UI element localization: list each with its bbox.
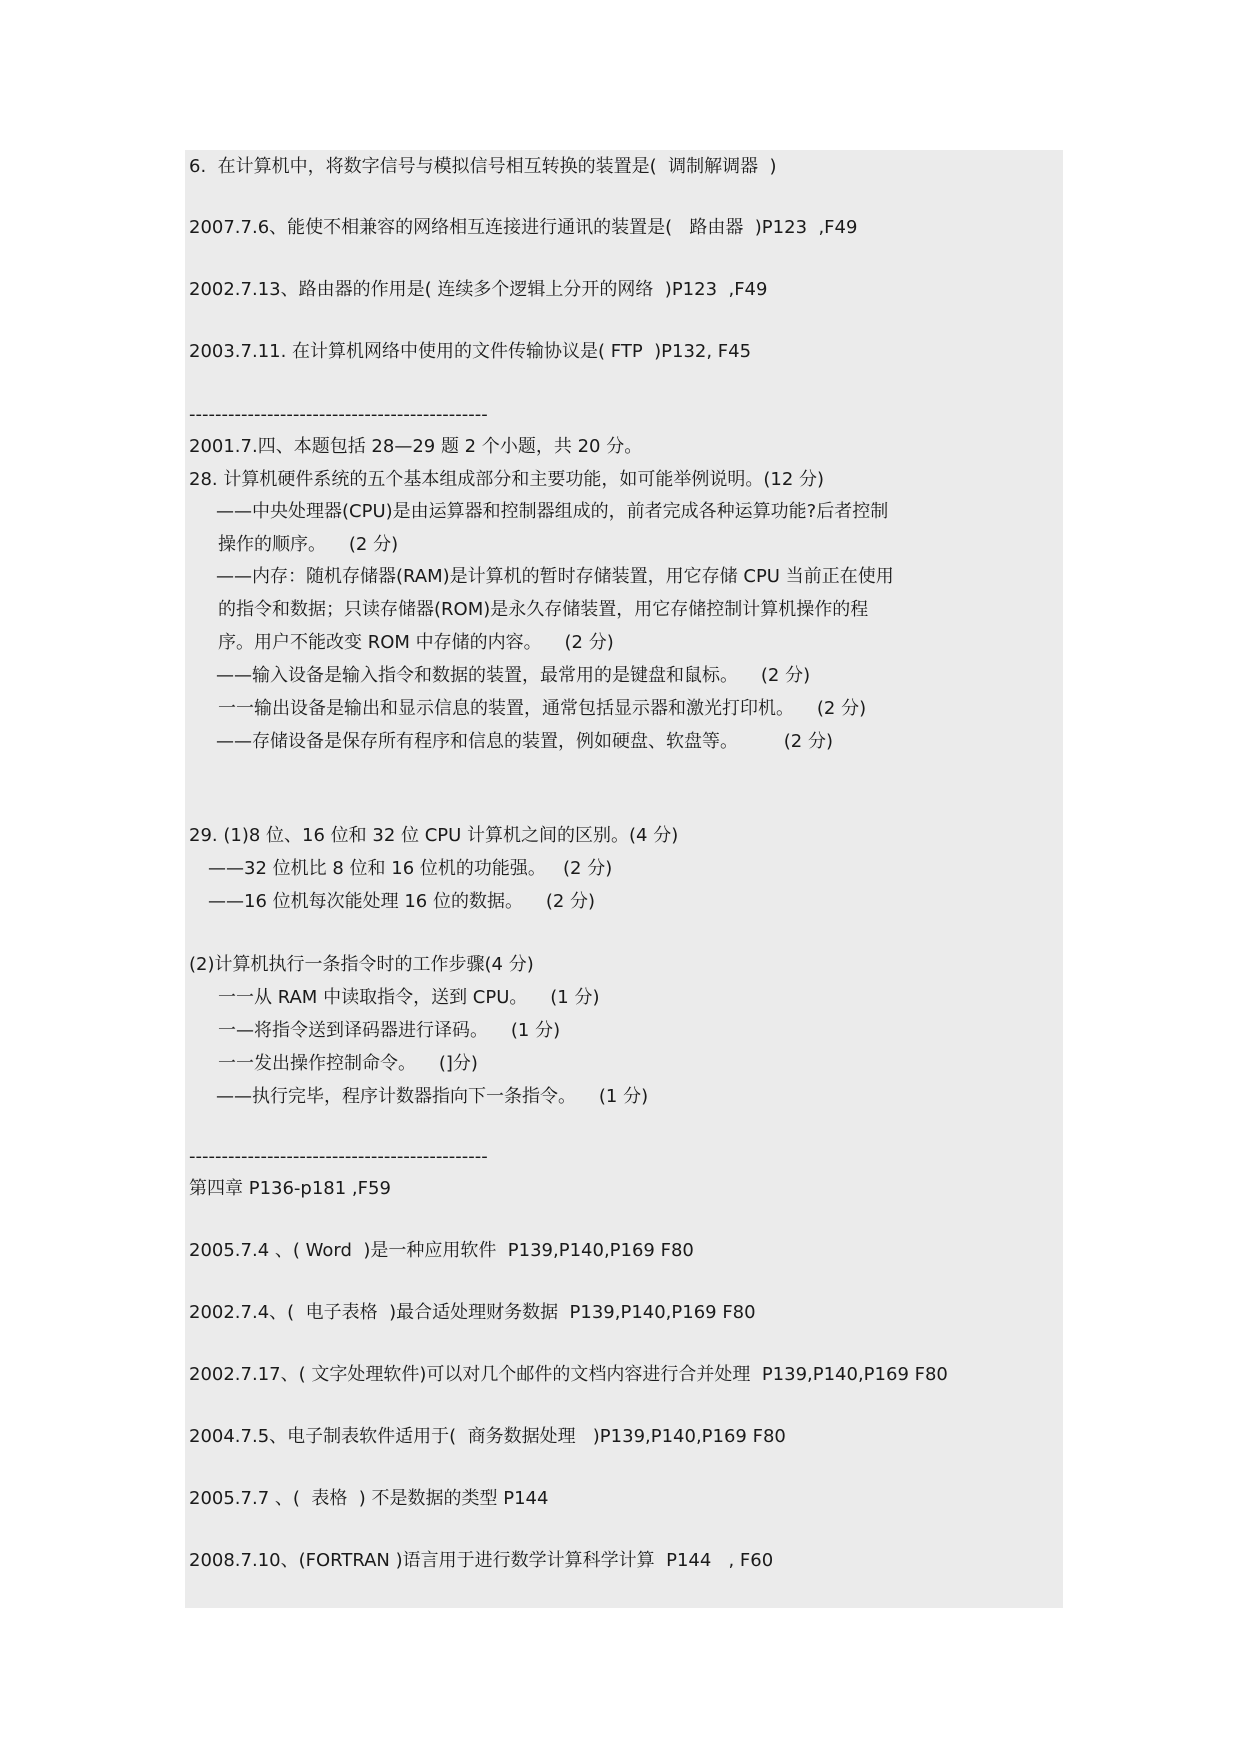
question-line: 2003.7.11. 在计算机网络中使用的文件传输协议是( FTP )P132, F45 bbox=[189, 341, 752, 362]
answer-line: 一一从 RAM 中读取指令，送到 CPU。 (1 分) bbox=[218, 987, 600, 1008]
answer-line: 的指令和数据；只读存储器(ROM)是永久存储装置，用它存储控制计算机操作的程 bbox=[218, 599, 869, 620]
answer-line: ——内存：随机存储器(RAM)是计算机的暂时存储装置，用它存储 CPU 当前正在使用 bbox=[216, 566, 894, 587]
section-heading: 2001.7.四、本题包括 28—29 题 2 个小题，共 20 分。 bbox=[189, 436, 643, 457]
answer-line: ——16 位机每次能处理 16 位的数据。 (2 分) bbox=[208, 891, 596, 912]
question-line: 6. 在计算机中，将数字信号与模拟信号相互转换的装置是( 调制解调器 ) bbox=[189, 156, 777, 177]
answer-line: ——执行完毕，程序计数器指向下一条指令。 (1 分) bbox=[216, 1086, 649, 1107]
separator-line: ---------------------------------------------- bbox=[189, 404, 488, 425]
separator-line: ---------------------------------------------- bbox=[189, 1146, 488, 1167]
answer-line: ——中央处理器(CPU)是由运算器和控制器组成的，前者完成各种运算功能?后者控制 bbox=[216, 501, 889, 522]
chapter-heading: 第四章 P136-p181 ,F59 bbox=[189, 1178, 391, 1199]
answer-line: ——输入设备是输入指令和数据的装置，最常用的是键盘和鼠标。 (2 分) bbox=[216, 665, 811, 686]
question-line: (2)计算机执行一条指令时的工作步骤(4 分) bbox=[189, 954, 534, 975]
question-line: 2004.7.5、电子制表软件适用于( 商务数据处理 )P139,P140,P169 F80 bbox=[189, 1426, 786, 1447]
question-line: 2002.7.4、( 电子表格 )最合适处理财务数据 P139,P140,P169 F80 bbox=[189, 1302, 756, 1323]
answer-line: 序。用户不能改变 ROM 中存储的内容。 (2 分) bbox=[218, 632, 614, 653]
question-line: 28. 计算机硬件系统的五个基本组成部分和主要功能，如可能举例说明。(12 分) bbox=[189, 469, 825, 490]
answer-line: 操作的顺序。 (2 分) bbox=[218, 534, 399, 555]
question-line: 2005.7.7 、( 表格 ) 不是数据的类型 P144 bbox=[189, 1488, 549, 1509]
answer-line: ——32 位机比 8 位和 16 位机的功能强。 (2 分) bbox=[208, 858, 613, 879]
question-line: 29. (1)8 位、16 位和 32 位 CPU 计算机之间的区别。(4 分) bbox=[189, 825, 679, 846]
question-line: 2005.7.4 、( Word )是一种应用软件 P139,P140,P169 F80 bbox=[189, 1240, 694, 1261]
question-line: 2002.7.13、路由器的作用是( 连续多个逻辑上分开的网络 )P123 ,F49 bbox=[189, 279, 768, 300]
answer-line: 一一输出设备是输出和显示信息的装置，通常包括显示器和激光打印机。 (2 分) bbox=[218, 698, 867, 719]
question-line: 2007.7.6、能使不相兼容的网络相互连接进行通讯的装置是( 路由器 )P123 ,F49 bbox=[189, 217, 858, 238]
question-line: 2008.7.10、(FORTRAN )语言用于进行数学计算科学计算 P144 , F60 bbox=[189, 1550, 774, 1571]
answer-line: 一—将指令送到译码器进行译码。 (1 分) bbox=[218, 1020, 561, 1041]
question-line: 2002.7.17、( 文字处理软件)可以对几个邮件的文档内容进行合并处理 P139,P140,P169 F80 bbox=[189, 1364, 948, 1385]
answer-line: 一一发出操作控制命令。 (]分) bbox=[218, 1053, 478, 1074]
answer-line: ——存储设备是保存所有程序和信息的装置，例如硬盘、软盘等。 (2 分) bbox=[216, 731, 833, 752]
